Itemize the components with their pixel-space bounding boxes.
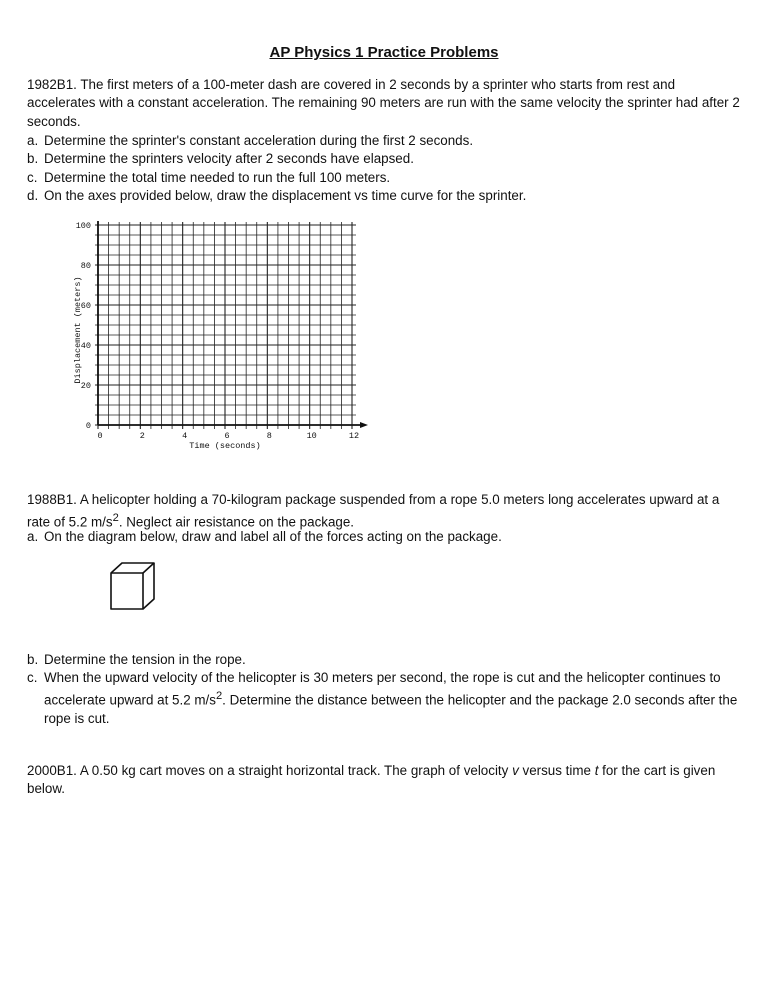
part-text: Determine the sprinters velocity after 2 seconds have elapsed.	[44, 151, 414, 166]
x-axis-arrow	[360, 422, 368, 428]
page-title: AP Physics 1 Practice Problems	[269, 44, 499, 61]
graph-grid	[95, 222, 356, 429]
part-label: b.	[27, 652, 39, 667]
problem-1-part-c	[27, 169, 743, 187]
superscript: 2	[215, 690, 223, 703]
problem-3-intro-text: 2000B1. A 0.50 kg cart moves on a straight horizontal track. The graph of velocity	[27, 763, 513, 778]
problem-2-part-c	[27, 669, 743, 729]
x-tick-labels	[97, 431, 359, 441]
problem-2-part-a	[27, 528, 743, 546]
velocity-symbol: v	[512, 763, 519, 778]
y-tick-label: 100	[75, 221, 91, 231]
graph-axes	[98, 221, 368, 428]
time-symbol: t	[594, 763, 599, 778]
x-tick-label: 12	[348, 431, 360, 441]
part-label: a.	[27, 529, 39, 544]
problem-3-intro	[27, 762, 743, 799]
y-tick-label: 20	[80, 381, 91, 391]
x-tick-label: 2	[139, 431, 145, 441]
part-label: c.	[27, 670, 38, 685]
part-label: b.	[27, 151, 39, 166]
y-axis-label: Displacement (meters)	[73, 276, 83, 384]
problem-1-part-d	[27, 187, 743, 205]
problem-1-part-a	[27, 132, 743, 150]
x-tick-label: 10	[306, 431, 317, 441]
problem-1-part-b	[27, 150, 743, 168]
part-text: Determine the tension in the rope.	[44, 652, 246, 667]
x-tick-label: 0	[97, 431, 103, 441]
y-tick-label: 40	[80, 341, 91, 351]
superscript: 2	[112, 512, 119, 525]
problem-2-intro	[27, 491, 743, 532]
problem-1-intro: 1982B1. The first meters of a 100-meter dash are covered in 2 seconds by a sprinter who starts from rest and accelerates with a constant acceleration. The remaining 90 meters are run with the same velocity the sprinter had after 2 seconds.	[27, 77, 740, 129]
problem-2-intro-text-end: . Neglect air resistance on the package.	[118, 514, 355, 530]
y-tick-label: 80	[80, 261, 91, 271]
x-tick-label: 6	[224, 431, 230, 441]
y-tick-label: 60	[80, 301, 91, 311]
part-text	[44, 669, 743, 729]
part-label: d.	[27, 188, 39, 203]
part-c-text-end: . Determine the distance between the helicopter and the package 2.0 seconds after the rope is cut.	[44, 692, 738, 727]
problem-3-intro-mid: versus time	[518, 763, 595, 778]
part-c-text: When the upward velocity of the helicopter is 30 meters per second, the rope is cut and the helicopter continues to accelerate upward at 5.2 m/s	[44, 670, 721, 708]
problem-3-intro-end: for the cart is given below.	[27, 763, 716, 797]
x-tick-label: 4	[182, 431, 188, 441]
problem-2-part-b	[27, 651, 743, 669]
x-tick-label: 8	[266, 431, 272, 441]
x-axis-label: Time (seconds)	[189, 441, 261, 451]
part-text: On the diagram below, draw and label all of the forces acting on the package.	[44, 529, 502, 544]
y-tick-label: 0	[85, 421, 91, 431]
problem-2-intro-text: 1988B1. A helicopter holding a 70-kilogram package suspended from a rope 5.0 meters long accelerates upward at a rate of 5.2 m/s	[27, 492, 720, 530]
part-text: Determine the sprinter's constant acceleration during the first 2 seconds.	[44, 133, 474, 148]
part-label: a.	[27, 133, 39, 148]
package-cube-diagram	[108, 560, 156, 612]
displacement-time-graph	[70, 215, 370, 460]
part-text: Determine the total time needed to run the full 100 meters.	[44, 170, 391, 185]
part-text: On the axes provided below, draw the displacement vs time curve for the sprinter.	[44, 188, 527, 203]
part-label: c.	[27, 170, 38, 185]
